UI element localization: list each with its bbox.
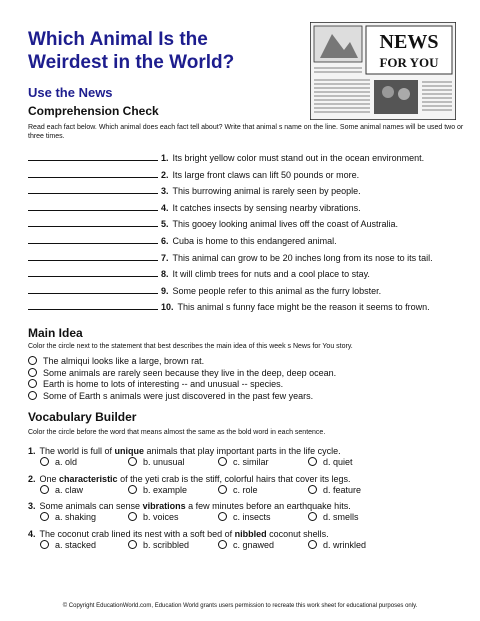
answer-blank[interactable] (28, 234, 158, 244)
vocab-text-post: coconut shells. (266, 528, 329, 539)
fact-number: 7. (161, 252, 169, 263)
vocab-option[interactable] (218, 457, 269, 468)
vocab-text-pre: The world is full of (39, 446, 115, 456)
vocab-number: 2. (28, 473, 36, 484)
answer-circle[interactable] (308, 457, 317, 466)
fact-text: It will climb trees for nuts and a cool place to stay. (172, 269, 370, 280)
fact-row (28, 251, 468, 265)
fact-text: This gooey looking animal lives off the coast of Australia. (172, 219, 398, 230)
vocab-sentence (28, 446, 341, 457)
answer-blank[interactable] (28, 217, 158, 227)
vocab-option[interactable] (218, 540, 274, 551)
vocab-option[interactable] (40, 512, 96, 523)
answer-circle[interactable] (28, 391, 37, 400)
vocab-sentence (28, 474, 351, 485)
answer-circle[interactable] (28, 379, 37, 388)
vocab-text-pre: One (39, 473, 60, 484)
fact-number: 6. (161, 236, 169, 246)
vocab-option-text: d. smells (323, 512, 359, 522)
option-text: The almiqui looks like a large, brown rat. (43, 356, 205, 366)
vocab-text-post: a few minutes before an earthquake hits. (185, 501, 351, 511)
fact-text: This burrowing animal is rarely seen by people. (172, 186, 361, 197)
comprehension-instructions: Read each fact below. Which animal does each fact tell about? Write that animal s name on the line. Some animal names will be used two or three times. (28, 124, 464, 140)
vocab-option-text: c. gnawed (233, 539, 275, 550)
vocab-option[interactable] (308, 512, 359, 523)
vocab-option-text: d. feature (323, 484, 362, 495)
fact-text: Some people refer to this animal as the furry lobster. (172, 285, 382, 296)
vocab-number: 3. (28, 501, 36, 511)
vocab-option-text: c. role (233, 484, 258, 495)
vocab-option-text: d. quiet (323, 457, 353, 467)
fact-number: 8. (161, 269, 169, 280)
answer-circle[interactable] (308, 485, 317, 494)
answer-circle[interactable] (218, 485, 227, 494)
vocab-option[interactable] (308, 457, 353, 468)
news-for-you-logo (310, 22, 456, 120)
vocab-text-pre: Some animals can sense (39, 501, 143, 511)
vocab-option-text: a. shaking (55, 512, 97, 522)
answer-circle[interactable] (128, 512, 137, 521)
answer-blank[interactable] (28, 201, 158, 211)
vocab-option[interactable] (128, 457, 185, 468)
answer-circle[interactable] (28, 356, 37, 365)
answer-circle[interactable] (40, 457, 49, 466)
vocab-option[interactable] (40, 485, 83, 496)
vocab-text-post: animals that play important parts in the life cycle. (144, 446, 341, 456)
vocab-bold-word: vibrations (142, 501, 186, 511)
fact-row (28, 217, 468, 231)
fact-row (28, 284, 468, 298)
fact-row (28, 300, 468, 314)
vocab-option[interactable] (128, 540, 189, 551)
vocab-option-text: c. insects (233, 512, 271, 522)
fact-number: 5. (161, 219, 169, 230)
fact-text: Cuba is home to this endangered animal. (172, 236, 337, 246)
fact-text: Its bright yellow color must stand out in the ocean environment. (172, 153, 425, 163)
answer-circle[interactable] (40, 540, 49, 549)
copyright-footer: © Copyright EducationWorld.com, Education World grants users permission to recreate this work sheet for educational purposes only. (62, 603, 418, 609)
vocab-bold-word: unique (114, 446, 145, 456)
section-comprehension-check: Comprehension Check (28, 104, 159, 118)
vocab-option[interactable] (218, 512, 271, 523)
answer-blank[interactable] (28, 168, 158, 178)
answer-circle[interactable] (40, 485, 49, 494)
answer-blank[interactable] (28, 184, 158, 194)
answer-circle[interactable] (308, 540, 317, 549)
fact-number: 1. (161, 153, 169, 163)
vocab-option[interactable] (40, 540, 96, 551)
vocab-option[interactable] (308, 540, 366, 551)
answer-circle[interactable] (308, 512, 317, 521)
vocab-option-text: d. wrinkled (323, 539, 367, 550)
vocab-bold-word: characteristic (59, 473, 118, 484)
main-idea-option[interactable] (28, 355, 204, 367)
fact-row (28, 184, 468, 198)
main-idea-option[interactable] (28, 378, 283, 390)
fact-number: 10. (161, 302, 174, 313)
fact-number: 9. (161, 285, 169, 296)
fact-row (28, 201, 468, 215)
answer-blank[interactable] (28, 251, 158, 261)
option-text: Some animals are rarely seen because they live in the deep, deep ocean. (43, 367, 337, 378)
vocabulary-instructions: Color the circle before the word that means almost the same as the bold word in each sentence. (28, 429, 326, 436)
fact-row (28, 168, 468, 182)
vocab-option-text: c. similar (233, 457, 269, 467)
section-use-the-news: Use the News (28, 85, 113, 100)
news-logo-word: NEWS (379, 31, 439, 53)
vocab-option[interactable] (128, 512, 179, 523)
answer-circle[interactable] (218, 457, 227, 466)
vocab-sentence (28, 529, 329, 540)
main-idea-option[interactable] (28, 390, 313, 402)
title-line-1: Which Animal Is the (28, 29, 208, 50)
section-main-idea: Main Idea (28, 326, 83, 340)
news-logo-subword: FOR YOU (379, 55, 439, 70)
fact-text: It catches insects by sensing nearby vibrations. (172, 202, 361, 213)
fact-row (28, 234, 468, 248)
fact-row (28, 267, 468, 281)
section-vocabulary-builder: Vocabulary Builder (28, 410, 137, 424)
fact-text: This animal can grow to be 20 inches long from its nose to its tail. (172, 252, 433, 263)
answer-blank[interactable] (28, 151, 158, 161)
vocab-option[interactable] (308, 485, 361, 496)
answer-circle[interactable] (128, 485, 137, 494)
answer-circle[interactable] (128, 540, 137, 549)
vocab-text-pre: The coconut crab lined its nest with a soft bed of (39, 528, 235, 539)
vocab-number: 1. (28, 446, 36, 456)
vocab-bold-word: nibbled (234, 528, 267, 539)
vocab-option[interactable] (128, 485, 187, 496)
vocab-option-text: a. old (55, 457, 78, 467)
main-idea-instructions: Color the circle next to the statement that best describes the main idea of this week s News for You story. (28, 343, 353, 350)
option-text: Some of Earth s animals were just discovered in the past few years. (43, 390, 314, 401)
fact-number: 3. (161, 186, 169, 197)
vocab-sentence (28, 501, 351, 512)
vocab-option-text: b. example (143, 484, 188, 495)
vocab-option-text: b. voices (143, 512, 179, 522)
fact-row (28, 151, 468, 165)
fact-text: This animal s funny face might be the reason it seems to frown. (177, 302, 430, 313)
vocab-option-text: b. scribbled (143, 539, 190, 550)
main-idea-option[interactable] (28, 367, 336, 379)
page-title (28, 28, 298, 74)
answer-blank[interactable] (28, 284, 158, 294)
vocab-option-text: a. claw (55, 484, 84, 495)
vocab-text-post: of the yeti crab is the stiff, colorful hairs that cover its legs. (117, 473, 351, 484)
answer-blank[interactable] (28, 267, 158, 277)
answer-circle[interactable] (28, 368, 37, 377)
vocab-option-text: b. unusual (143, 457, 185, 467)
answer-circle[interactable] (218, 540, 227, 549)
title-line-2: Weirdest in the World? (28, 52, 235, 73)
option-text: Earth is home to lots of interesting -- and unusual -- species. (43, 379, 284, 389)
vocab-option[interactable] (40, 457, 77, 468)
answer-circle[interactable] (128, 457, 137, 466)
vocab-option[interactable] (218, 485, 258, 496)
fact-number: 2. (161, 169, 169, 180)
answer-circle[interactable] (218, 512, 227, 521)
vocab-number: 4. (28, 528, 36, 539)
vocab-option-text: a. stacked (55, 539, 97, 550)
answer-circle[interactable] (40, 512, 49, 521)
answer-blank[interactable] (28, 300, 158, 310)
fact-number: 4. (161, 202, 169, 213)
fact-text: Its large front claws can lift 50 pounds or more. (172, 169, 360, 180)
